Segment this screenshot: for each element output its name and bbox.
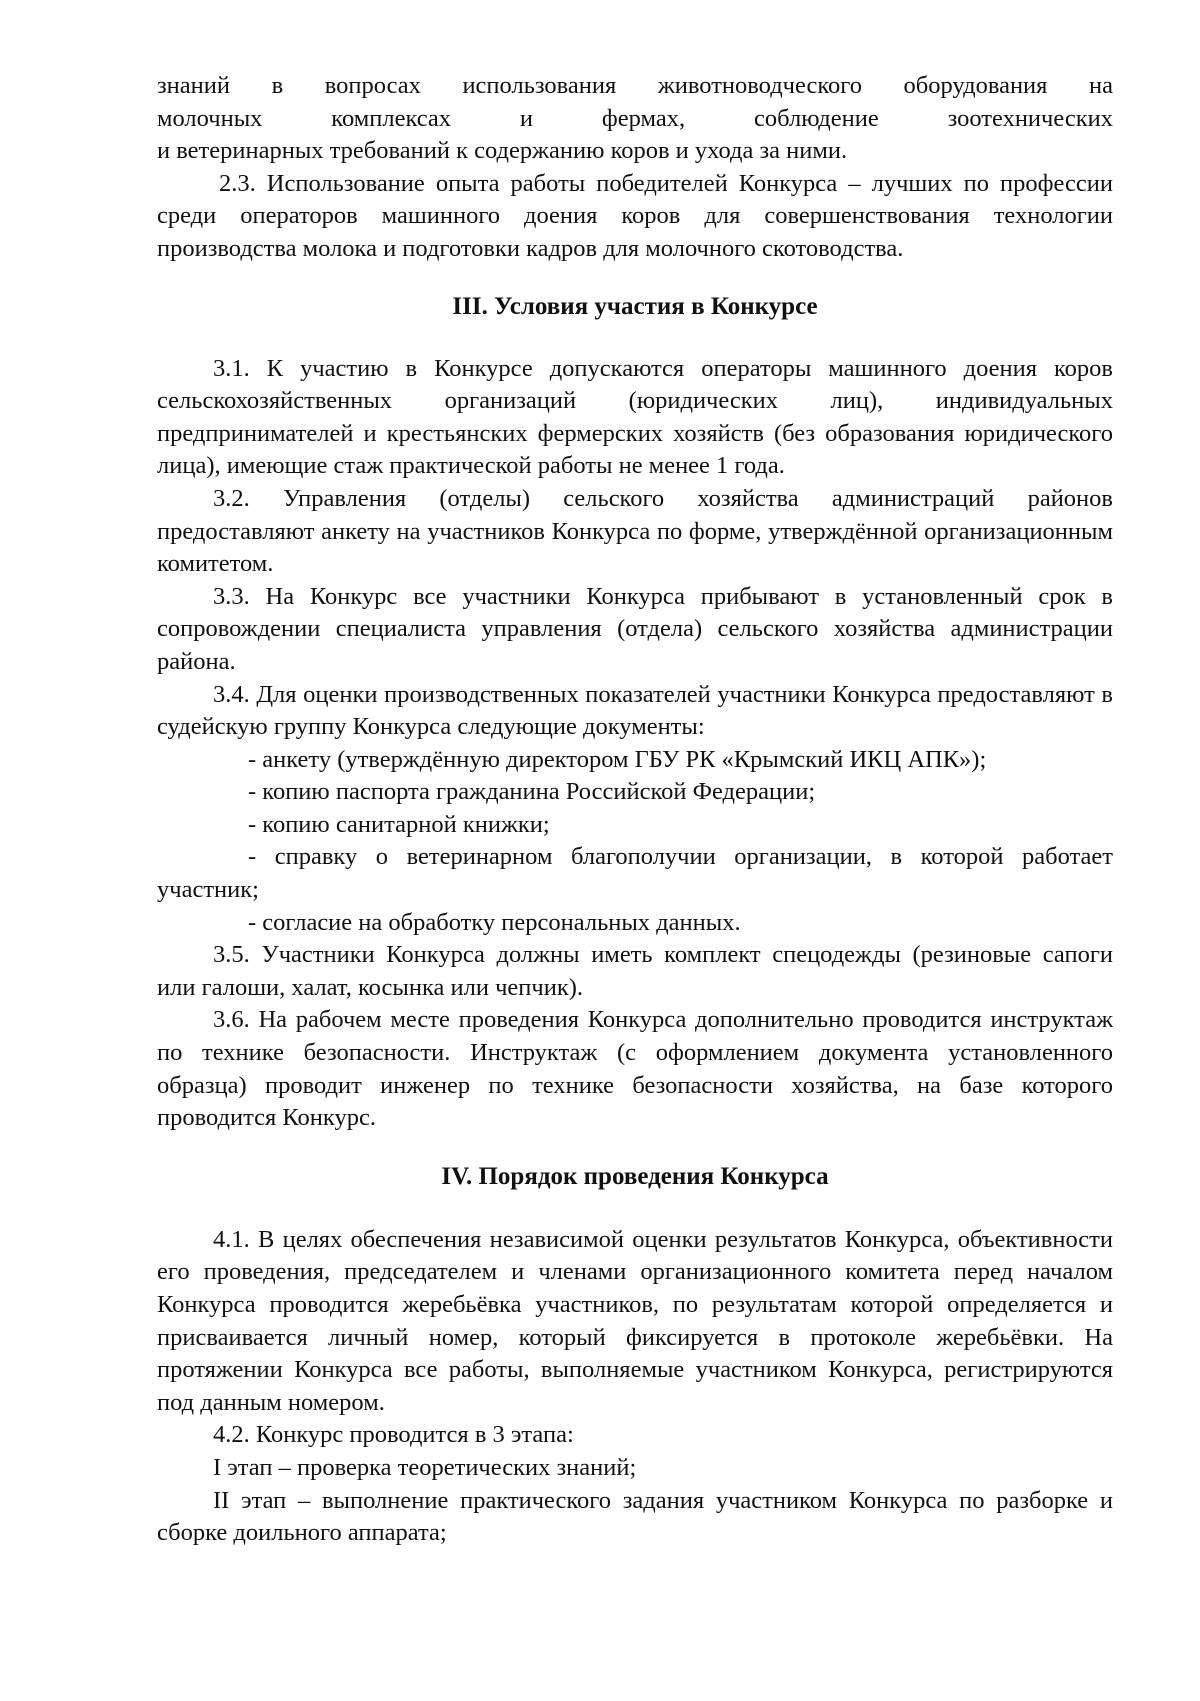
document-list-item: - копию санитарной книжки; (248, 810, 550, 838)
document-list-item: - согласие на обработку персональных данных. (248, 908, 741, 936)
paragraph-2-3: 2.3. Использование опыта работы победителей Конкурса – лучших по профессии среди операторов машинного доения коров для совершенствования технологии производства молока и подготовки кадров для молочного скотоводства. (157, 169, 1113, 262)
document-list-item: - справку о ветеринарном благополучии организации, в которой работает участник; (157, 843, 1113, 904)
text-line: и ветеринарных требований к содержанию коров и ухода за ними. (157, 137, 848, 165)
stage-2: II этап – выполнение практического задания участником Конкурса по разборке и сборке доильного аппарата; (157, 1486, 1113, 1547)
paragraph-3-5: 3.5. Участники Конкурса должны иметь комплект спецодежды (резиновые сапоги или галоши, халат, косынка или чепчик). (157, 941, 1113, 1001)
paragraph-3-4: 3.4. Для оценки производственных показателей участники Конкурса предоставляют в судейскую группу Конкурса следующие документы: (157, 680, 1113, 741)
text-line: молочных комплексах и фермах, соблюдение зоотехнических (157, 104, 1113, 132)
paragraph-3-3: 3.3. На Конкурс все участники Конкурса прибывают в установленный срок в сопровождении специалиста управления (отдела) сельского хозяйства администрации района. (157, 582, 1113, 675)
document-page (157, 70, 1113, 1550)
paragraph-4-1: 4.1. В целях обеспечения независимой оценки результатов Конкурса, объективности его проведения, председателем и членами организационного комитета перед началом Конкурса проводится жеребьёвка участников, по результатам которой определяется и присваивается личный номер, который фиксируется в протоколе жеребьёвки. На протяжении Конкурса все работы, выполняемые участником Конкурса, регистрируются под данным номером. (157, 1225, 1113, 1416)
document-list-item: - анкету (утверждённую директором ГБУ РК «Крымский ИКЦ АПК»); (248, 745, 987, 773)
paragraph-4-2: 4.2. Конкурс проводится в 3 этапа: (213, 1421, 574, 1449)
document-list-item: - копию паспорта гражданина Российской Федерации; (248, 778, 816, 806)
paragraph-3-2: 3.2. Управления (отделы) сельского хозяйства администраций районов предоставляют анкету на участников Конкурса по форме, утверждённой организационным комитетом. (157, 484, 1113, 578)
intro-paragraph (157, 70, 1113, 168)
section-4-heading: IV. Порядок проведения Конкурса (441, 1162, 829, 1190)
stage-1: I этап – проверка теоретических знаний; (213, 1453, 637, 1481)
text-line: знаний в вопросах использования животноводческого оборудования на (157, 72, 1113, 99)
paragraph-3-6: 3.6. На рабочем месте проведения Конкурса дополнительно проводится инструктаж по технике безопасности. Инструктаж (с оформлением документа установленного образца) проводит инженер по технике безопасности хозяйства, на базе которого проводится Конкурс. (157, 1006, 1113, 1132)
section-3-heading: III. Условия участия в Конкурсе (452, 292, 818, 320)
paragraph-3-1: 3.1. К участию в Конкурсе допускаются операторы машинного доения коров сельскохозяйственных организаций (юридических лиц), индивидуальных предпринимателей и крестьянских фермерских хозяйств (без образования юридического лица), имеющие стаж практической работы не менее 1 года. (157, 354, 1113, 480)
